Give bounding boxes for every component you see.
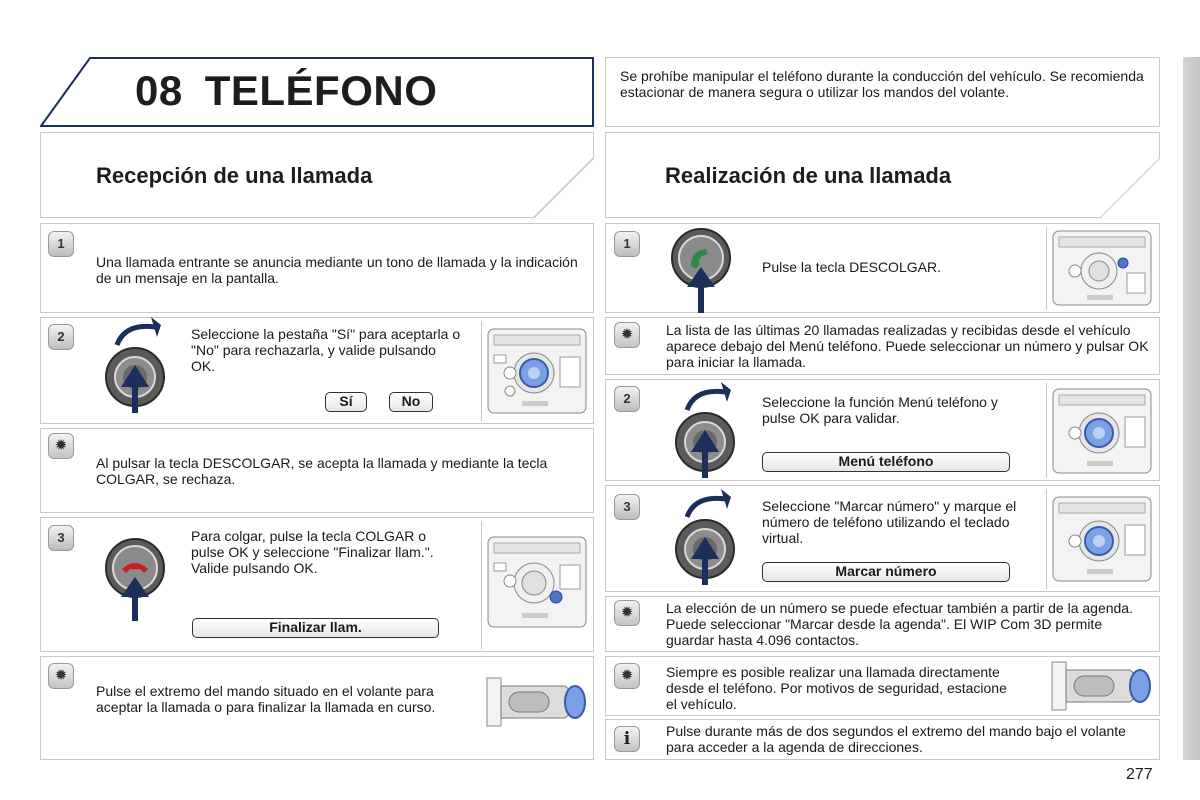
- left-step2-text: Seleccione la pestaña "Sí" para aceptarla o "No" para rechazarla, y valide pulsando OK.: [191, 326, 461, 374]
- right-tip3-text: Siempre es posible realizar una llamada directamente desde el teléfono. Por motivos de seguridad, estacione el vehículo.: [666, 664, 1007, 712]
- step-badge: 3: [48, 525, 74, 551]
- console-panel-image: [481, 521, 591, 649]
- knob-rotate-press-icon: [665, 380, 745, 480]
- chapter-header: [40, 57, 594, 127]
- sun-tip-icon: [48, 433, 74, 459]
- left-step1-text: Una llamada entrante se anuncia mediante un tono de llamada y la indicación de un mensaje en la pantalla.: [96, 254, 578, 286]
- marcar-numero-button[interactable]: Marcar número: [762, 562, 1010, 582]
- console-panel-image: [1046, 383, 1157, 478]
- steering-stalk-icon: [1050, 658, 1155, 716]
- radio-console-icon: [1047, 383, 1156, 478]
- chapter-number: 08: [135, 67, 183, 114]
- left-section-header: [40, 132, 594, 218]
- sun-tip-icon: [48, 663, 74, 689]
- sun-tip-icon: [614, 663, 640, 689]
- left-tip1-text: Al pulsar la tecla DESCOLGAR, se acepta la llamada y mediante la tecla COLGAR, se rechaza.: [96, 455, 548, 487]
- radio-console-icon: [1047, 489, 1156, 589]
- right-info-text: Pulse durante más de dos segundos el extremo del mando bajo el volante para acceder a la agenda de direcciones.: [666, 723, 1126, 755]
- menu-telefono-button[interactable]: Menú teléfono: [762, 452, 1010, 472]
- right-step2-text: Seleccione la función Menú teléfono y pulse OK para validar.: [762, 394, 998, 426]
- right-step1-text: Pulse la tecla DESCOLGAR.: [762, 259, 941, 275]
- chapter-title: [135, 67, 437, 115]
- yes-button[interactable]: Sí: [325, 392, 367, 412]
- sun-tip-icon: [614, 600, 640, 626]
- pickup-key-press-icon: [666, 227, 736, 315]
- right-tip1-text: La lista de las últimas 20 llamadas realizadas y recibidas desde el vehículo aparece debajo del Menú teléfono. Puede seleccionar un número y pulsar OK para iniciar la llamada.: [666, 322, 1149, 370]
- step-badge: 1: [48, 231, 74, 257]
- console-panel-image: [481, 321, 591, 421]
- radio-console-icon: [482, 521, 590, 647]
- left-section-title: Recepción de una llamada: [96, 163, 373, 188]
- step-badge: 1: [614, 231, 640, 257]
- console-panel-image: [1046, 489, 1157, 589]
- chapter-name: TELÉFONO: [204, 67, 438, 114]
- step-badge: 2: [48, 324, 74, 350]
- no-button[interactable]: No: [389, 392, 433, 412]
- right-section-header: [605, 132, 1160, 218]
- right-step3-text: Seleccione "Marcar número" y marque el número de teléfono utilizando el teclado virtual.: [762, 498, 1017, 546]
- step-badge: 2: [614, 386, 640, 412]
- page-number: 277: [1126, 766, 1153, 783]
- steering-stalk-icon: [485, 672, 590, 732]
- side-tab-strip: [1183, 57, 1200, 760]
- info-icon: i: [614, 726, 640, 752]
- knob-rotate-press-icon: [95, 315, 175, 415]
- knob-rotate-press-icon: [665, 487, 745, 587]
- corner-cut: [534, 158, 594, 218]
- warning-note: Se prohíbe manipular el teléfono durante la conducción del vehículo. Se recomienda estacionar de manera segura o utilizar los mandos del volante.: [605, 57, 1160, 127]
- left-tip2-text: Pulse el extremo del mando situado en el volante para aceptar la llamada o para finalizar la llamada en curso.: [96, 683, 436, 715]
- sun-tip-icon: [614, 322, 640, 348]
- hangup-key-press-icon: [100, 535, 170, 625]
- step-badge: 3: [614, 494, 640, 520]
- console-panel-image: [1046, 227, 1157, 310]
- right-tip2-text: La elección de un número se puede efectuar también a partir de la agenda. Puede seleccionar "Marcar desde la agenda". El WIP Com 3D permite guardar hasta 4.096 contactos.: [666, 600, 1133, 648]
- left-step3-text: Para colgar, pulse la tecla COLGAR o pulse OK y seleccione "Finalizar llam.". Valide pulsando OK.: [191, 528, 434, 576]
- right-section-title: Realización de una llamada: [665, 163, 952, 188]
- finalizar-llam-button[interactable]: Finalizar llam.: [192, 618, 439, 638]
- radio-console-icon: [1047, 227, 1156, 310]
- radio-console-icon: [482, 321, 590, 421]
- corner-cut: [1100, 158, 1160, 218]
